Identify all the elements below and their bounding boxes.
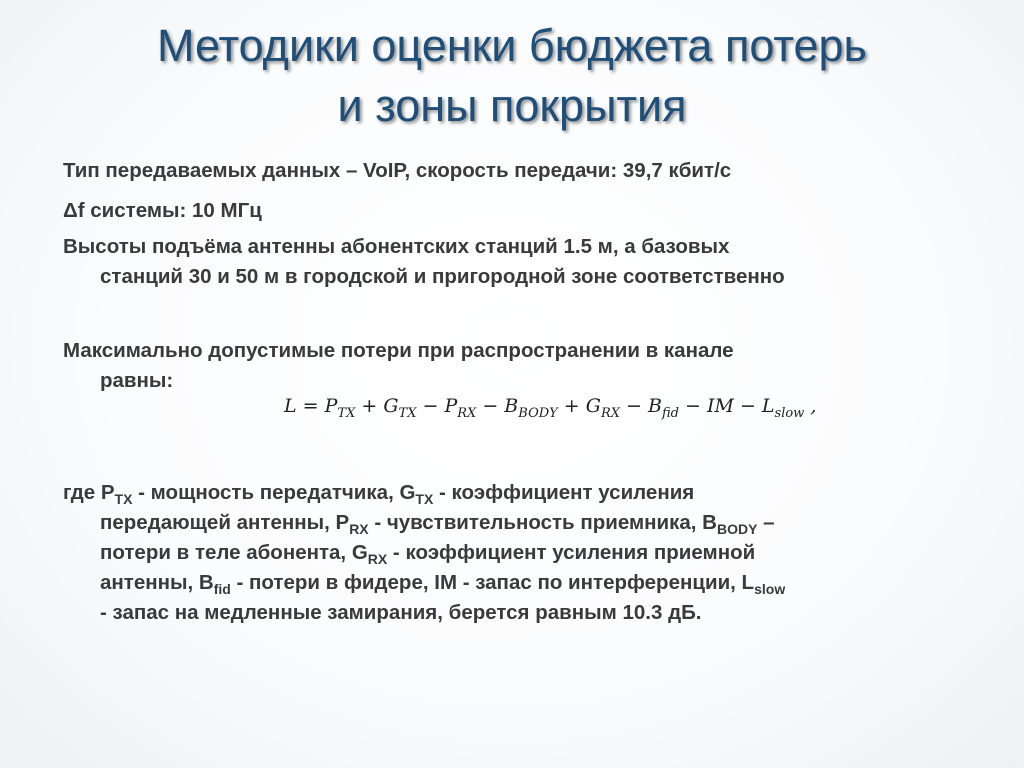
formula-sub-6: fid	[661, 406, 679, 421]
max-loss-paragraph	[63, 336, 963, 396]
formula-sub-7: slow	[774, 406, 805, 421]
legend-text: - коэффициент усиления приемной	[387, 541, 756, 564]
legend-text: потери в теле абонента, G	[100, 541, 368, 564]
legend-text: –	[757, 511, 775, 534]
formula-text-6: − B	[619, 395, 662, 417]
legend-text: - потери в фидере, IM - запас по интерференции, L	[230, 571, 755, 594]
data-type-paragraph: Тип передаваемых данных – VoIP, скорость передачи: 39,7 кбит/с	[63, 159, 732, 182]
legend-subscript: fid	[213, 581, 231, 597]
formula-text-8: ,	[804, 395, 817, 417]
legend-subscript: BODY	[716, 521, 758, 537]
slide-title-line-1: Методики оценки бюджета потерь	[157, 20, 867, 71]
bandwidth-paragraph: Δf системы: 10 МГц	[63, 199, 262, 222]
legend-line-5: - запас на медленные замирания, берется равным 10.3 дБ.	[100, 601, 702, 624]
formula-sub-5: RX	[600, 406, 620, 421]
legend-text: - коэффициент усиления	[433, 481, 695, 504]
formula-text-3: − P	[416, 395, 458, 417]
formula-text-1: L = P	[284, 395, 338, 417]
legend-text: передающей антенны, P	[100, 511, 350, 534]
legend-text: - чувствительность приемника, B	[368, 511, 717, 534]
legend-text: антенны, B	[100, 571, 214, 594]
legend-line-4	[63, 568, 963, 598]
max-loss-line-2: равны:	[100, 369, 174, 392]
legend-line-2	[63, 508, 963, 538]
legend-subscript: RX	[367, 551, 388, 567]
legend-subscript: slow	[754, 581, 786, 597]
legend-subscript: RX	[349, 521, 369, 537]
legend-subscript: TX	[114, 491, 133, 507]
formula-text-7: − IM − L	[678, 395, 775, 417]
loss-budget-formula	[284, 395, 817, 421]
antenna-heights-paragraph	[63, 232, 963, 292]
legend-line-1	[63, 481, 695, 507]
formula-sub-4: BODY	[518, 406, 558, 421]
legend-text: - мощность передатчика, G	[132, 481, 416, 504]
slide-title-line-2: и зоны покрытия	[337, 80, 687, 131]
legend-line-3	[63, 538, 963, 568]
legend-paragraph	[63, 478, 963, 628]
formula-sub-1: TX	[337, 406, 356, 421]
max-loss-line-1: Максимально допустимые потери при распространении в канале	[63, 339, 734, 362]
antenna-heights-line-2: станций 30 и 50 м в городской и пригородной зоне соответственно	[100, 265, 785, 288]
formula-sub-3: RX	[457, 406, 477, 421]
legend-text: где P	[63, 481, 115, 504]
formula-text-5: + G	[557, 395, 601, 417]
antenna-heights-line-1: Высоты подъёма антенны абонентских станций 1.5 м, а базовых	[63, 235, 730, 258]
slide-title	[0, 16, 1024, 136]
formula-sub-2: TX	[398, 406, 417, 421]
legend-subscript: TX	[415, 491, 434, 507]
formula-text-4: − B	[476, 395, 519, 417]
formula-text-2: + G	[355, 395, 399, 417]
